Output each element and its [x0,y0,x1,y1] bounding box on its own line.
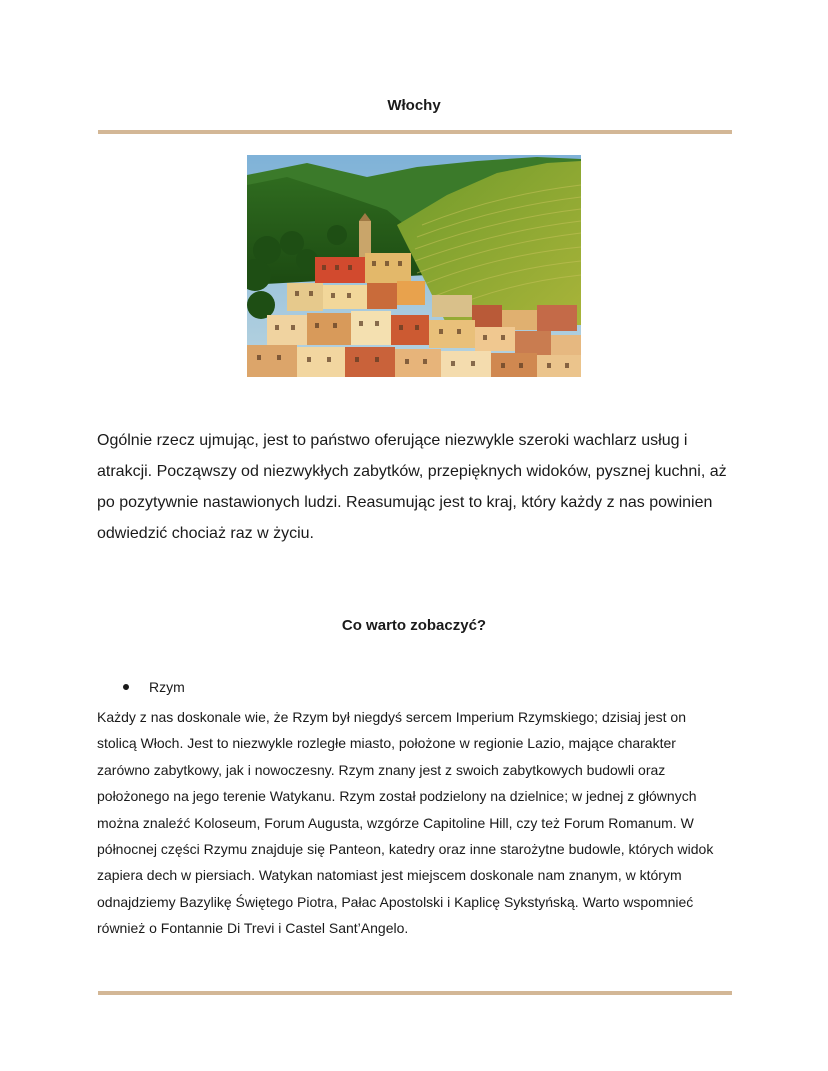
section-heading: Co warto zobaczyć? [341,617,487,634]
rome-description [97,704,727,942]
bullet-icon [123,684,129,690]
bottom-divider [98,991,732,995]
village-illustration [247,155,581,377]
italian-village-photo [247,155,581,377]
rome-description-text: Każdy z nas doskonale wie, że Rzym był niegdyś sercem Imperium Rzymskiego; dzisiaj jest on stolicą Włoch. Jest to niezwykle rozległe miasto, położone w regionie Lazio, mające charakter zarówno zabytkowy, jak i nowoczesny. Rzym znany jest z swoich zabytkowych budowli oraz położonego na jego terenie Watykanu. Rzym został podzielony na dzielnice; w jednej z głównych można znaleźć Koloseum, Forum Augusta, wzgórze Capitoline Hill, czy też Forum Romanum. W północnej części Rzymu znajduje się Panteon, katedry oraz inne starożytne budowle, których widok zapiera dech w piersiach. Watykan natomiast jest miejscem doskonale nam znanym, w którym odnajdziemy Bazylikę Świętego Piotra, Pałac Apostolski i Kaplicę Sykstyńską. Warto wspomnieć również o Fontannie Di Trevi i Castel Sant’Angelo. [97,709,714,937]
list-item [120,677,185,697]
intro-paragraph [97,425,733,549]
list-item-label: Rzym [149,679,185,695]
page-title: Włochy [387,97,441,114]
top-divider [98,130,732,134]
intro-text: Ogólnie rzecz ujmując, jest to państwo oferujące niezwykle szeroki wachlarz usług i atrakcji. Począwszy od niezwykłych zabytków, przepięknych widoków, pysznej kuchni, aż po pozytywnie nastawionych ludzi. Reasumując jest to kraj, który każdy z nas powinien odwiedzić chociaż raz w życiu. [97,432,727,542]
